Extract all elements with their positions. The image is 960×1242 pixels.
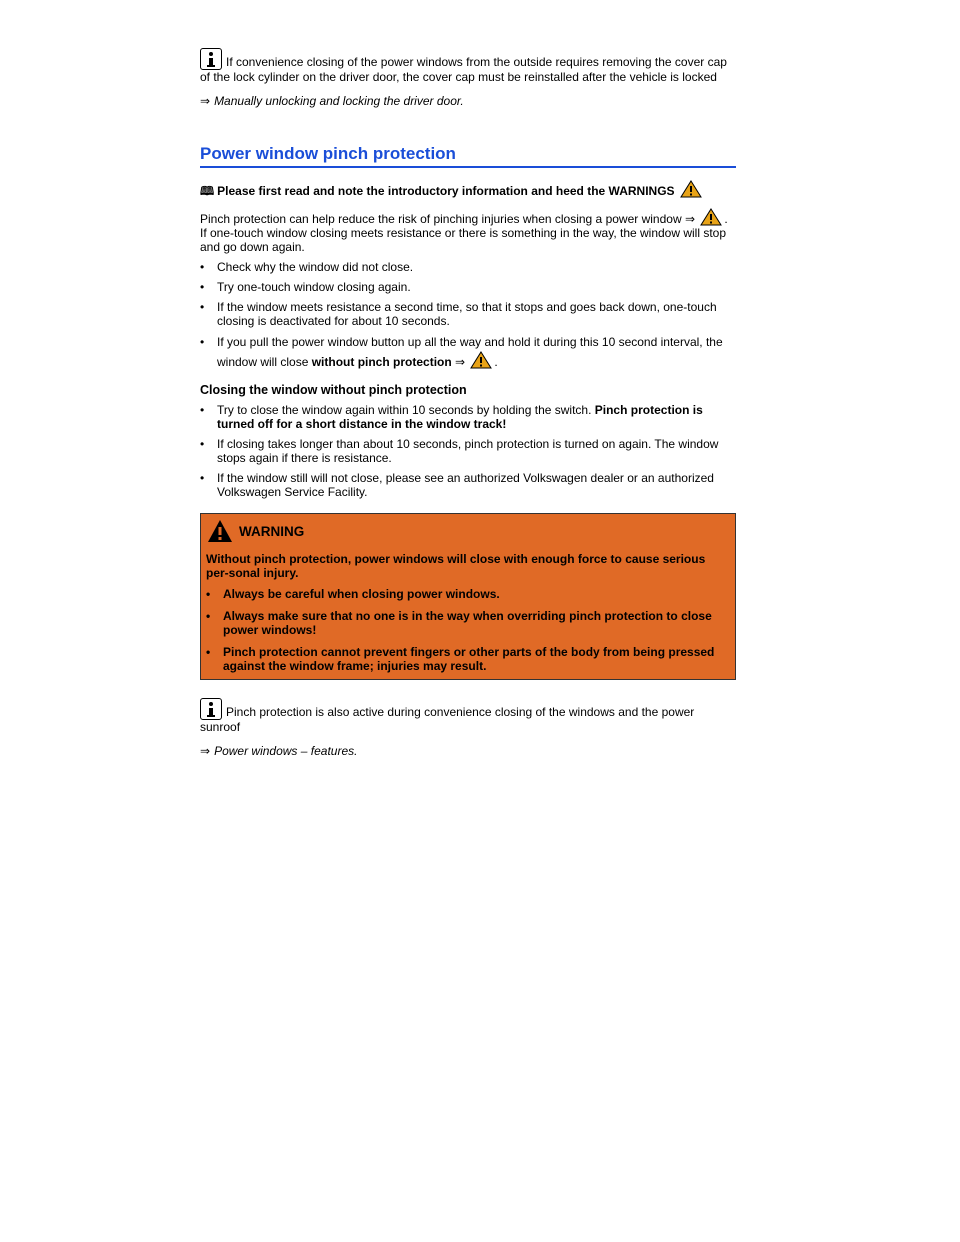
warning-header (201, 514, 735, 548)
list-item: • If closing takes longer than about 10 seconds, pinch protection is turned on again. The window stops again if there is resistance. (200, 437, 736, 465)
note-text: Pinch protection is also active during convenience closing of the windows and the power sunroof (200, 705, 695, 734)
item-text: If you pull the power window button up all the way and hold it during this 10 second interval, the window will close (217, 335, 723, 369)
warning-title: WARNING (239, 523, 305, 539)
subsection-title: Closing the window without pinch protection (200, 383, 467, 397)
warning-triangle-icon[interactable] (470, 351, 492, 369)
info-note (200, 698, 736, 734)
warning-triangle-icon[interactable] (680, 180, 702, 198)
info-icon (200, 48, 222, 70)
warning-box (200, 513, 736, 680)
arrow-right-icon: ⇒ (451, 355, 466, 369)
arrow-right-icon: ⇒ (200, 94, 211, 108)
body-paragraph (200, 208, 736, 254)
arrow-right-icon: ⇒ (200, 744, 211, 758)
list-item: • Try one-touch window closing again. (200, 280, 736, 294)
bullet-list (200, 403, 736, 499)
paragraph-start: Pinch protection can help reduce the risk of pinching injuries when closing a power window ⇒ (200, 212, 695, 226)
note-text: If convenience closing of the power windows from the outside requires removing the cover cap of the lock cylinder on the driver door, the cover cap must be reinstalled after the vehicle is locked (200, 55, 727, 84)
intro-line (200, 180, 736, 200)
warning-lead: Without pinch protection, power windows will close with enough force to cause serious per-sonal injury. (206, 552, 706, 580)
list-item: • If the window still will not close, please see an authorized Volkswagen dealer or an authorized Volkswagen Service Facility. (200, 471, 736, 499)
item-end: . (494, 355, 498, 369)
list-item (200, 334, 736, 371)
warning-list (206, 587, 730, 673)
intro-text: Please first read and note the introductory information and heed the WARNINGS (217, 184, 675, 198)
list-item: • Check why the window did not close. (200, 260, 736, 274)
cross-reference-link[interactable] (200, 94, 736, 108)
link-text[interactable]: Power windows – features. (214, 744, 358, 758)
warning-triangle-icon[interactable] (700, 208, 722, 226)
item-bold-text: Pinch protection is turned off for a short distance in the window track! (217, 403, 703, 431)
warning-triangle-icon (207, 519, 233, 543)
cross-reference-link[interactable] (200, 744, 736, 758)
link-text[interactable]: Manually unlocking and locking the driver door. (214, 94, 464, 108)
list-item: • If the window meets resistance a second time, so that it stops and goes back down, one-touch closing is deactivated for about 10 seconds. (200, 300, 736, 328)
info-note (200, 48, 736, 84)
section-pinch-protection (200, 144, 736, 758)
item-bold-text: without pinch protection (311, 355, 452, 369)
item-text: Try to close the window again within 10 seconds by holding the switch. (217, 403, 595, 417)
list-item: • Pinch protection cannot prevent fingers or other parts of the body from being pressed against the window frame; injuries may result. (206, 645, 730, 673)
list-item: • Always be careful when closing power windows. (206, 587, 730, 601)
section-title: Power window pinch protection (200, 144, 736, 168)
list-item: • Always make sure that no one is in the way when overriding pinch protection to close power windows! (206, 609, 730, 637)
book-icon: 🕮 (200, 184, 215, 198)
info-icon (200, 698, 222, 720)
page-content (200, 48, 736, 758)
warning-body (201, 548, 735, 679)
bullet-list (200, 260, 736, 371)
paragraph-end: . If one-touch window closing meets resistance or there is something in the way, the window will stop and go down again. (200, 212, 728, 254)
list-item (200, 403, 736, 431)
